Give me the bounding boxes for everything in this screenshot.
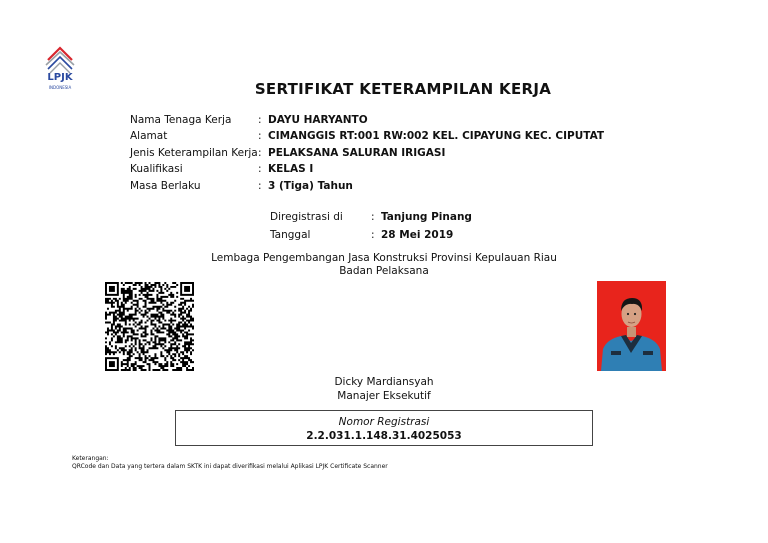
field-separator: : (258, 163, 262, 175)
registration-place-row (270, 209, 472, 225)
field-separator: : (258, 114, 262, 126)
logo-subtitle: INDONESIA (48, 85, 72, 90)
signatory-position: Manajer Eksekutif (337, 390, 431, 402)
field-separator: : (258, 180, 262, 192)
field-value: DAYU HARYANTO (268, 114, 368, 126)
field-value: 3 (Tiga) Tahun (268, 180, 353, 192)
field-label: Jenis Keterampilan Kerja (130, 147, 258, 159)
logo-name: LPJK (47, 72, 73, 83)
field-label: Alamat (130, 130, 168, 142)
field-row-qualification (130, 161, 313, 177)
field-separator: : (258, 130, 262, 142)
registration-label: Diregistrasi di (270, 211, 343, 223)
profile-photo (597, 281, 666, 371)
certificate-title: SERTIFIKAT KETERAMPILAN KERJA (254, 80, 552, 98)
field-label: Kualifikasi (130, 163, 183, 175)
qr-code-icon (105, 282, 194, 371)
field-label: Masa Berlaku (130, 180, 201, 192)
field-row-address (130, 128, 604, 144)
registration-date-row (270, 227, 453, 243)
field-row-validity (130, 178, 353, 194)
registration-label: Tanggal (270, 229, 311, 241)
registry-number-value: 2.2.031.1.148.31.4025053 (306, 430, 462, 442)
note-heading: Keterangan: (72, 455, 109, 462)
registry-number-box (175, 410, 593, 446)
field-value: CIMANGGIS RT:001 RW:002 KEL. CIPAYUNG KEC. CIPUTAT (268, 130, 605, 142)
note-text: QRCode dan Data yang tertera dalam SKTK ini dapat diverifikasi melalui Aplikasi LPJK Certificate Scanner (72, 463, 388, 470)
field-row-skill (130, 145, 445, 161)
field-value: KELAS I (268, 163, 314, 175)
field-separator: : (258, 147, 262, 159)
field-label: Nama Tenaga Kerja (130, 114, 232, 126)
institution-unit: Badan Pelaksana (339, 265, 429, 277)
field-row-name (130, 112, 368, 128)
registry-number-label: Nomor Registrasi (338, 416, 430, 428)
institution-name: Lembaga Pengembangan Jasa Konstruksi Provinsi Kepulauan Riau (211, 252, 557, 264)
field-value: PELAKSANA SALURAN IRIGASI (268, 147, 446, 159)
registration-separator: : (371, 229, 375, 241)
signatory-name: Dicky Mardiansyah (334, 376, 434, 388)
registration-value: 28 Mei 2019 (381, 229, 454, 241)
registration-value: Tanjung Pinang (381, 211, 472, 223)
registration-separator: : (371, 211, 375, 223)
